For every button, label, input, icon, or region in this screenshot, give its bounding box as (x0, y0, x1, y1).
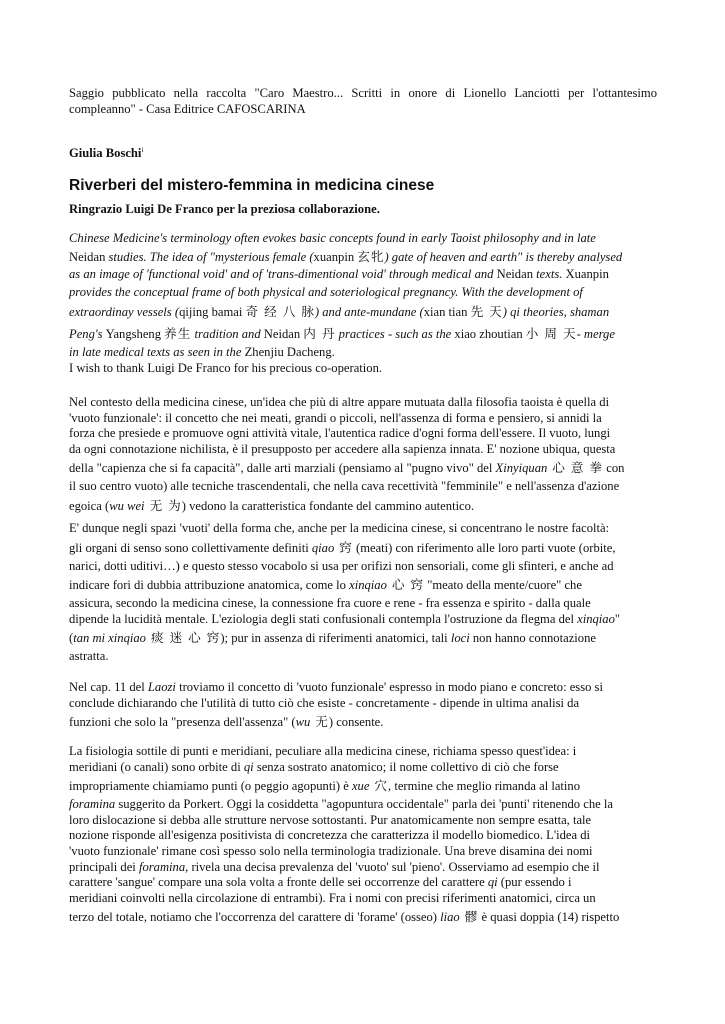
acknowledgement-italian: Ringrazio Luigi De Franco per la preziosa collaborazione. (69, 202, 380, 216)
paragraph-4: La fisiologia sottile di punti e meridiani, peculiare alla medicina cinese, richiama spesso quest'idea: i meridiani (o canali) sono orbite di qi senza sostrato anatomico; il nome collettivo di ciò che forse impropriamente chiamiamo punti (o peggio agopunti) è xue 穴, termine che meglio rimanda al latino foramina suggerito da Porkert. Oggi la cosiddetta "agopuntura occidentale" parla dei 'punti' ritenendo che la loro dislocazione si debba alle strutture nervose sottostanti. Pur anatomicamente non sempre esatta, tale nozione risponde all'esigenza positivista di concretezza che caratterizza il modello biomedico. L'idea di 'vuoto funzionale' rimane così spesso solo nella terminologia tradizionale. Una breve disamina dei nomi principali dei foramina, rivela una decisa prevalenza del 'vuoto' sul 'pieno'. Osserviamo ad esempio che il carattere 'sangue' compare una sola volta a fronte delle sei occorrenze del carattere qi (pur essendo i meridiani coinvolti nella circolazione di entrambi). Fra i nomi con precisi riferimenti anatomici, circa un terzo del totale, notiamo che l'occorrenza del carattere di 'forame' (osseo) liao 髎 è quasi doppia (14) rispetto (69, 744, 620, 925)
abstract-line: Peng's Yangsheng 养生 tradition and Neidan 内 丹 practices - such as the xiao zhoutian 小 周 天- merge (69, 326, 615, 341)
paragraph-2: E' dunque negli spazi 'vuoti' della forma che, anche per la medicina cinese, si concentrano le nostre facoltà: gli organi di senso sono collettivamente definiti qiao 窍 (meati) con riferimento alle loro parti vuote (orbite, narici, dotti uditivi…) e questo stesso vocabolo si usa per orifizi non sensoriali, come gli sfinteri, e anche ad indicare fori di dubbia attribuzione anatomica, come lo xinqiao 心 窍 "meato della mente/cuore" che assicura, secondo la medicina cinese, la connessione fra cuore e rene - fra essenza e spirito - dalla quale dipende la lucidità mentale. L'eziologia degli stati confusionali contempla l'ostruzione da flegma del xinqiao" (tan mi xinqiao 痰 迷 心 窍); pur in assenza di riferimenti anatomici, tali loci non hanno connotazione astratta. (69, 521, 621, 664)
abstract-line: Neidan studies. The idea of "mysterious female (xuanpin 玄牝) gate of heaven and earth" is thereby analysed (69, 248, 623, 264)
paragraph-1: Nel contesto della medicina cinese, un'idea che più di altre appare mutuata dalla filosofia taoista è quella di 'vuoto funzionale': il concetto che nei meati, grandi o piccoli, nell'assenza di forma e pensiero, si annidi la forza che presiede e promuove ogni attività vitale, l'autentica radice d'ogni forma dell'essere. Il vuoto, lungi da ogni connotazione nichilista, è il presupposto per accedere alla sapienza innata. E' nozione ubiqua, questa della "capienza che si fa capacità", dalle arti marziali (pensiamo al "pugno vivo" del Xinyiquan 心 意 拳 con il suo centro vuoto) alle tecniche trascendentali, che nella cava recettività "femminile" e nell'assenza d'azione egoica (wu wei 无 为) vedono la caratteristica fondante del cammino autentico. (69, 395, 625, 513)
abstract-line: as an image of 'functional void' and of 'trans-dimentional void' through medical and Neidan texts. Xuanpin (69, 267, 609, 281)
english-abstract (69, 230, 657, 376)
acknowledgement-english: I wish to thank Luigi De Franco for his precious co-operation. (69, 360, 383, 375)
abstract-line: in late medical texts as seen in the Zhenjiu Dacheng. (69, 345, 335, 359)
footnote-mark[interactable]: i (141, 145, 144, 154)
publication-note: Saggio pubblicato nella raccolta "Caro Maestro... Scritti in onore di Lionello Lanciotti per l'ottantesimo compleanno" - Casa Editrice CAFOSCARINA (69, 86, 657, 116)
article-title: Riverberi del mistero-femmina in medicina cinese (69, 177, 435, 194)
abstract-line: extraordinay vessels (qijing bamai 奇 经 八 脉) and ante-mundane (xian tian 先 天) qi theories, shaman (69, 304, 610, 319)
abstract-line: provides the conceptual frame of both physical and soteriological pregnancy. With the development of (69, 284, 583, 299)
abstract-line: Chinese Medicine's terminology often evokes basic concepts found in early Taoist philosophy and in late (69, 231, 596, 245)
paragraph-3: Nel cap. 11 del Laozi troviamo il concetto di 'vuoto funzionale' espresso in modo piano e concreto: esso si conclude dichiarando che l'utilità di tutto ciò che esiste - concretamente - dipende in ultima analisi da funzioni che solo la "presenza dell'assenza" (wu 无) consente. (69, 680, 603, 730)
author-name: Giulia Boschi$^i$ (69, 145, 144, 160)
